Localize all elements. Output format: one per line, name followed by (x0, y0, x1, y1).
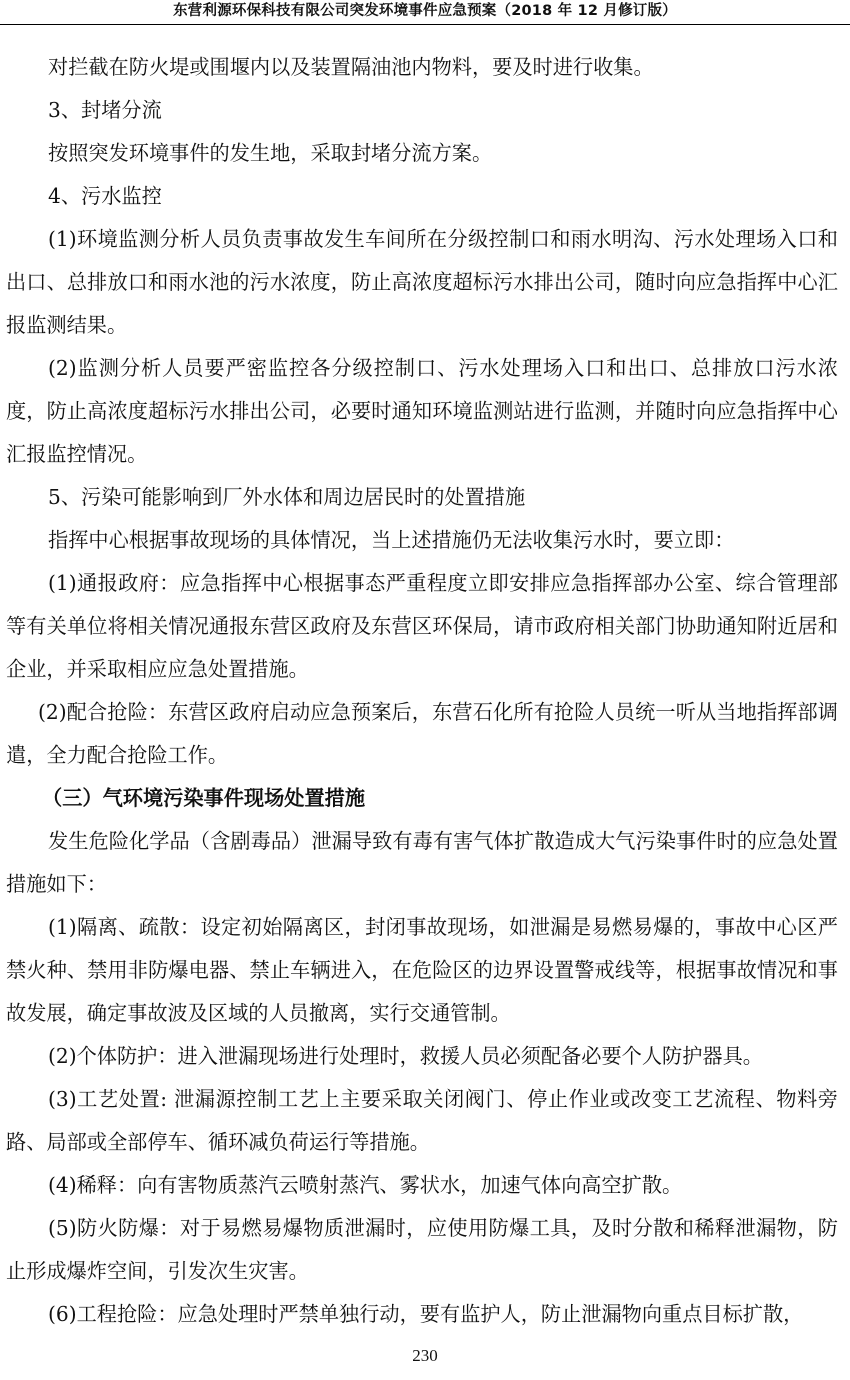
paragraph-monitoring-item-1: (1)环境监测分析人员负责事故发生车间所在分级控制口和雨水明沟、污水处理场入口和出口、总排放口和雨水池的污水浓度，防止高浓度超标污水排出公司，随时向应急指挥中心汇报监测结果。 (6, 227, 838, 337)
paragraph-process-handling: (3)工艺处置: 泄漏源控制工艺上主要采取关闭阀门、停止作业或改变工艺流程、物料旁路、局部或全部停车、循环减负荷运行等措施。 (6, 1087, 838, 1154)
paragraph-interception-collection: 对拦截在防火堤或围堰内以及装置隔油池内物料，要及时进行收集。 (48, 55, 654, 79)
page-number: 230 (412, 1346, 438, 1365)
heading-offsite-impact: 5、污染可能影响到厂外水体和周边居民时的处置措施 (48, 485, 526, 509)
document-header: 东营利源环保科技有限公司突发环境事件应急预案（2018 年 12 月修订版） (173, 3, 677, 19)
paragraph-engineering-rescue: (6)工程抢险：应急处理时严禁单独行动，要有监护人，防止泄漏物向重点目标扩散， (48, 1302, 804, 1326)
paragraph-notify-government: (1)通报政府：应急指挥中心根据事态严重程度立即安排应急指挥部办公室、综合管理部等有关单位将相关情况通报东营区政府及东营区环保局，请市政府相关部门协助通知附近居和企业，并采取相应应急处置措施。 (6, 571, 838, 681)
paragraph-monitoring-item-2: (2)监测分析人员要严密监控各分级控制口、污水处理场入口和出口、总排放口污水浓度，防止高浓度超标污水排出公司，必要时通知环境监测站进行监测，并随时向应急指挥中心汇报监控情况。 (6, 356, 838, 466)
paragraph-dilution: (4)稀释：向有害物质蒸汽云喷射蒸汽、雾状水，加速气体向高空扩散。 (48, 1173, 683, 1197)
paragraph-block-diversion: 按照突发环境事件的发生地，采取封堵分流方案。 (48, 141, 493, 165)
paragraph-command-center: 指挥中心根据事故现场的具体情况，当上述措施仍无法收集污水时，要立即： (48, 528, 735, 552)
paragraph-air-intro: 发生危险化学品（含剧毒品）泄漏导致有毒有害气体扩散造成大气污染事件时的应急处置措施如下： (6, 829, 838, 896)
paragraph-assist-rescue: (2)配合抢险：东营区政府启动应急预案后，东营石化所有抢险人员统一听从当地指挥部调遣，全力配合抢险工作。 (6, 700, 838, 767)
document-body (6, 46, 838, 1336)
paragraph-fire-explosion-prevention: (5)防火防爆：对于易燃易爆物质泄漏时，应使用防爆工具，及时分散和稀释泄漏物，防止形成爆炸空间，引发次生灾害。 (6, 1216, 838, 1283)
section-heading-air-pollution: （三）气环境污染事件现场处置措施 (42, 786, 366, 810)
heading-block-diversion: 3、封堵分流 (48, 98, 162, 122)
header-divider (0, 24, 850, 25)
paragraph-personal-protection: (2)个体防护：进入泄漏现场进行处理时，救援人员必须配备必要个人防护器具。 (48, 1044, 763, 1068)
paragraph-isolation-evacuation: (1)隔离、疏散：设定初始隔离区，封闭事故现场，如泄漏是易燃易爆的，事故中心区严禁火种、禁用非防爆电器、禁止车辆进入，在危险区的边界设置警戒线等，根据事故情况和事故发展，确定事故波及区域的人员撤离，实行交通管制。 (6, 915, 838, 1025)
heading-sewage-monitoring: 4、污水监控 (48, 184, 162, 208)
